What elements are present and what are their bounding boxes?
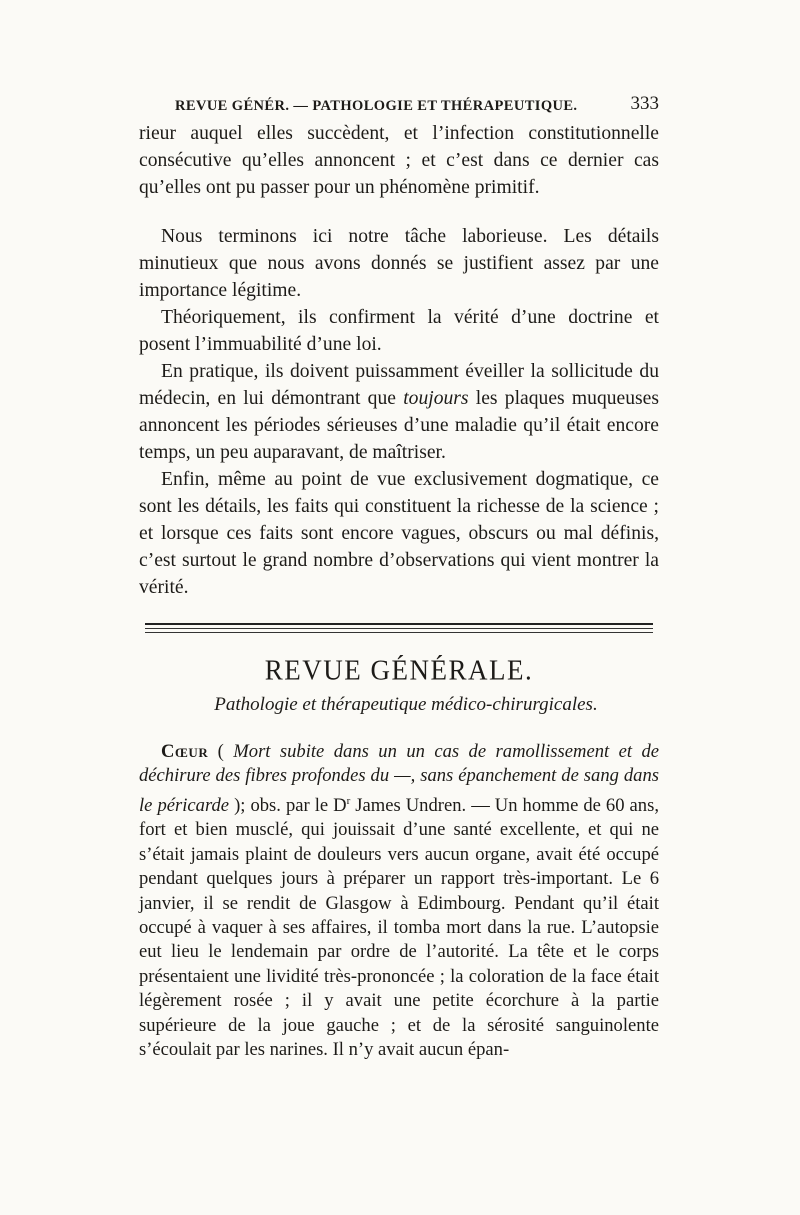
page-number: 333 [630,93,659,114]
paragraph-2: Nous terminons ici notre tâche laborieuse. Les détails minutieux que nous avons donnés se justifient assez par une importance légitime. [139,226,659,301]
article-paragraph: Cœur ( Mort subite dans un un cas de ramollissement et de déchirure des fibres profondes du —, sans épanchement de sang dans le péricarde ); obs. par le $D^r$ James Undren. — Un homme de 60 ans, fort et bien musclé, qui jouissait d’une santé excellente, et qui ne s’était jamais plaint de douleurs vers aucun organe, avait été occupé pendant quelques jours à préparer un rapport très-important. Le 6 janvier, il se rendit de Glasgow à Edimbourg. Pendant qu’il était occupé à vaquer à ses affaires, il tomba mort dans la rue. L’autopsie eut lieu le lendemain par ordre de l’autorité. La tête et le corps présentaient une lividité très-prononcée ; la coloration de la face était légèrement rosée ; il y avait une petite écorchure à la partie supérieure de la joue gauche ; et de la sérosité sanguinolente s’écoulait par les narines. Il n’y avait aucun épan- [139,741,659,1061]
article-keyword: Cœur [161,741,209,762]
article-title: Mort subite dans un un cas de ramollissement et de déchirure des fibres profondes du —, sans épanchement de sang dans le péricarde [139,741,659,816]
section-subtitle: Pathologie et thérapeutique médico-chirurgicales. [214,694,598,715]
paragraph-5: Enfin, même au point de vue exclusivement dogmatique, ce sont les détails, les faits qui constituent la richesse de la science ; et lorsque ces faits sont encore vagues, obscurs ou mal définis, c’est surtout le grand nombre d’observations qui vient montrer la vérité. [139,469,659,598]
emphasis-toujours: toujours [403,388,469,409]
section-title: REVUE GÉNÉRALE. [264,654,534,686]
article-entry [139,740,659,1062]
document-page [139,90,659,1062]
running-header [139,90,659,120]
paragraph-4-start: En pratique, ils doivent puissamment éveiller la sollicitude du médecin, en lui démontrant que [139,361,659,409]
paragraph-4-end: les plaques muqueuses annoncent les périodes sérieuses d’une maladie qu’il était encore temps, un peu auparavant, de maîtriser. [139,388,659,463]
paragraph-1: rieur auquel elles succèdent, et l’infection constitutionnelle consécutive qu’elles annoncent ; et c’est dans ce dernier cas qu’elles ont pu passer pour un phénomène primitif. [139,123,659,198]
running-title: REVUE GÉNÉR. — PATHOLOGIE ET THÉRAPEUTIQUE. [175,98,578,114]
section-divider [145,623,653,633]
paragraph-4 [139,358,659,466]
main-text [139,120,659,601]
article-body: James Undren. — Un homme de 60 ans, fort et bien musclé, qui jouissait d’une santé excellente, et qui ne s’était jamais plaint de douleurs vers aucun organe, avait été occupé pendant quelques jours à préparer un rapport très-important. Le 6 janvier, il se rendit de Glasgow à Edimbourg. Pendant qu’il était occupé à vaquer à ses affaires, il tomba mort dans la rue. L’autopsie eut lieu le lendemain par ordre de l’autorité. La tête et le corps présentaient une lividité très-prononcée ; la coloration de la face était légèrement rosée ; il y avait une petite écorchure à la partie supérieure de la joue gauche ; et de la sérosité sanguinolente s’écoulait par les narines. Il n’y avait aucun épan- [139,795,659,1061]
paragraph-3: Théoriquement, ils confirment la vérité d’une doctrine et posent l’immuabilité d’une loi. [139,307,659,355]
